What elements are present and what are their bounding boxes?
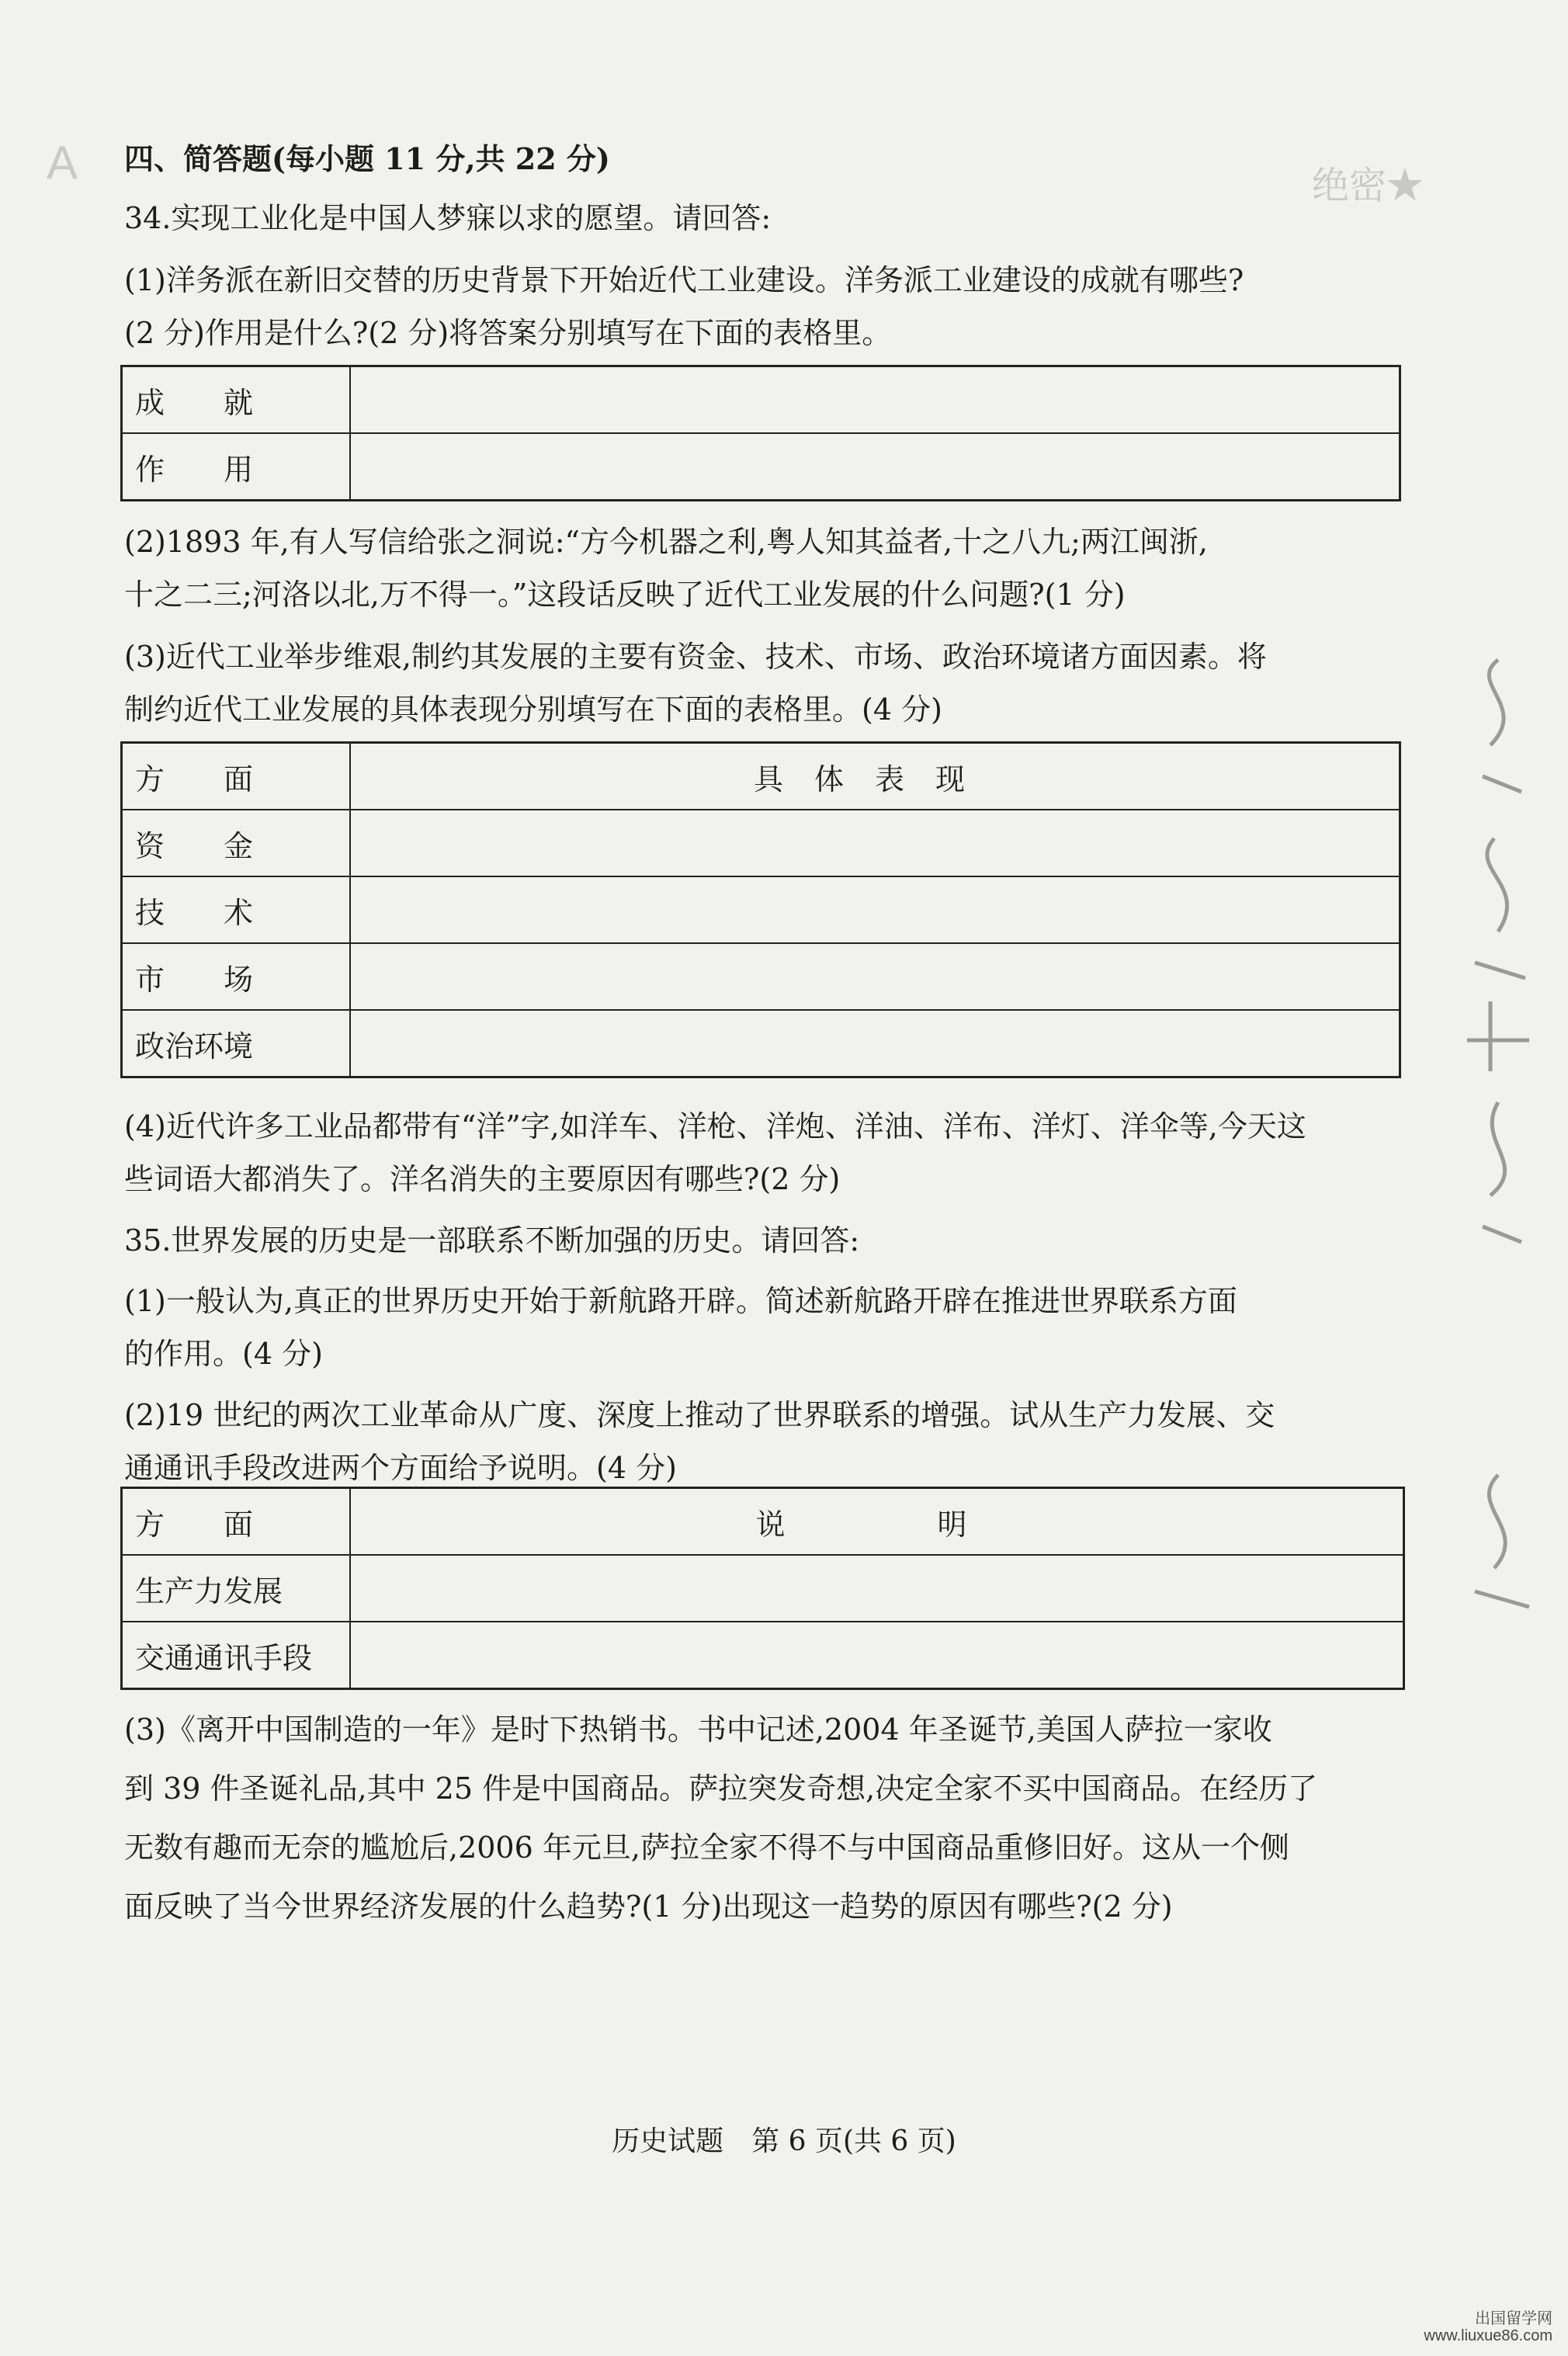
q34-part1-line2: (2 分)作用是什么?(2 分)将答案分别填写在下面的表格里。 <box>124 316 892 350</box>
watermark-title: 出国留学网 <box>1475 2310 1552 2327</box>
q34-part3-line2: 制约近代工业发展的具体表现分别填写在下面的表格里。(4 分) <box>124 692 942 727</box>
q35-part2-line2: 通通讯手段改进两个方面给予说明。(4 分) <box>124 1451 677 1485</box>
answer-cell[interactable] <box>350 1010 1400 1077</box>
q35-intro: 35.世界发展的历史是一部联系不断加强的历史。请回答: <box>124 1223 860 1258</box>
table-row <box>122 876 1400 943</box>
answer-cell[interactable] <box>350 1555 1404 1622</box>
answer-cell[interactable] <box>350 1622 1404 1689</box>
page-footer: 历史试题 第 6 页(共 6 页) <box>612 2125 956 2157</box>
q35-part3-line3: 无数有趣而无奈的尴尬后,2006 年元旦,萨拉全家不得不与中国商品重修旧好。这从一个侧 <box>124 1830 1289 1865</box>
answer-cell[interactable] <box>350 366 1400 434</box>
table-header-aspect: 方 面 <box>122 1488 351 1556</box>
q34-part2-line1: (2)1893 年,有人写信给张之洞说:“方今机器之利,粤人知其益者,十之八九;两江闽浙, <box>124 525 1208 559</box>
q35-part1-line1: (1)一般认为,真正的世界历史开始于新航路开辟。简述新航路开辟在推进世界联系方面 <box>124 1284 1237 1318</box>
table-row <box>122 943 1400 1010</box>
table-header-performance: 具体表现 <box>350 743 1400 810</box>
table-label-productivity: 生产力发展 <box>122 1555 351 1622</box>
corner-stamp: A <box>47 137 85 189</box>
table-label-achievement: 成 就 <box>122 366 351 434</box>
answer-cell[interactable] <box>350 943 1400 1010</box>
q34-part1-line1: (1)洋务派在新旧交替的历史背景下开始近代工业建设。洋务派工业建设的成就有哪些? <box>124 263 1244 297</box>
table-row <box>122 1622 1404 1689</box>
answer-cell[interactable] <box>350 433 1400 501</box>
bleed-through-seal: 绝密★ <box>1312 164 1424 207</box>
table-label-market: 市 场 <box>122 943 351 1010</box>
q35-part1-line2: 的作用。(4 分) <box>124 1337 323 1371</box>
watermark-url: www.liuxue86.com <box>1424 2327 1552 2344</box>
answer-cell[interactable] <box>350 876 1400 943</box>
handwritten-margin-notes <box>1452 637 1545 1646</box>
q35-part3-line1: (3)《离开中国制造的一年》是时下热销书。书中记述,2004 年圣诞节,美国人萨拉一家收 <box>124 1712 1272 1747</box>
table-row <box>122 743 1400 810</box>
table-header-aspect: 方 面 <box>122 743 351 810</box>
q35-part3-line2: 到 39 件圣诞礼品,其中 25 件是中国商品。萨拉突发奇想,决定全家不买中国商品。在经历了 <box>124 1771 1318 1806</box>
table-label-funds: 资 金 <box>122 810 351 876</box>
q34-part3-line1: (3)近代工业举步维艰,制约其发展的主要有资金、技术、市场、政治环境诸方面因素。将 <box>124 640 1267 674</box>
achievement-table <box>120 365 1401 501</box>
table-row <box>122 366 1400 434</box>
table-row <box>122 1555 1404 1622</box>
q35-part3-line4: 面反映了当今世界经济发展的什么趋势?(1 分)出现这一趋势的原因有哪些?(2 分) <box>124 1889 1173 1924</box>
answer-cell[interactable] <box>350 810 1400 876</box>
q35-part2-line1: (2)19 世纪的两次工业革命从广度、深度上推动了世界联系的增强。试从生产力发展、交 <box>124 1398 1275 1432</box>
table-label-transport-communication: 交通通讯手段 <box>122 1622 351 1689</box>
q34-intro: 34.实现工业化是中国人梦寐以求的愿望。请回答: <box>124 201 772 235</box>
table-row <box>122 1488 1404 1556</box>
table-row <box>122 433 1400 501</box>
section-heading: 四、简答题(每小题 11 分,共 22 分) <box>124 141 610 176</box>
explanation-table <box>120 1487 1405 1690</box>
table-label-effect: 作 用 <box>122 433 351 501</box>
q34-part4-line2: 些词语大都消失了。洋名消失的主要原因有哪些?(2 分) <box>124 1162 841 1196</box>
table-label-politics: 政治环境 <box>122 1010 351 1077</box>
q34-part4-line1: (4)近代许多工业品都带有“洋”字,如洋车、洋枪、洋炮、洋油、洋布、洋灯、洋伞等,今天这 <box>124 1109 1306 1143</box>
q34-part2-line2: 十之二三;河洛以北,万不得一。”这段话反映了近代工业发展的什么问题?(1 分) <box>124 578 1126 612</box>
table-row <box>122 810 1400 876</box>
table-row <box>122 1010 1400 1077</box>
table-label-technology: 技 术 <box>122 876 351 943</box>
site-watermark <box>1424 2310 1552 2344</box>
factors-table <box>120 741 1401 1078</box>
table-header-explanation: 说 明 <box>350 1488 1404 1556</box>
